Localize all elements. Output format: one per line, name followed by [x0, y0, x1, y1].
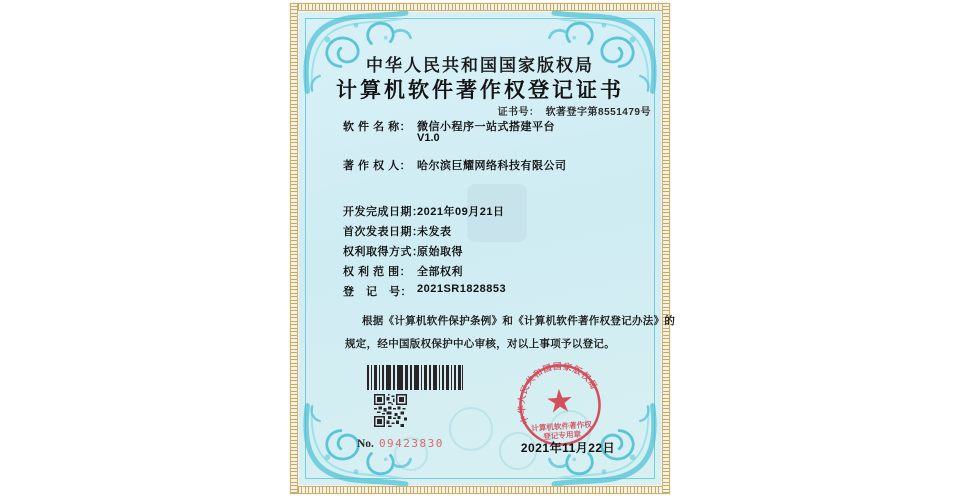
- issue-date: 2021年11月22日: [520, 441, 616, 455]
- certificate-number-value: 软著登字第8551479号: [545, 107, 651, 118]
- seal-ring-text: 中华人民共和国国家版权局: [516, 360, 600, 426]
- serial-number-label: No.: [357, 438, 374, 450]
- watermark-ring: [449, 407, 493, 451]
- seal-caption-line-1: 计算机软件著作权: [530, 419, 593, 434]
- statement-line-2: 规定，经中国版权保护中心审核，对以上事项予以登记。: [345, 338, 615, 350]
- statement-line-1: 根据《计算机软件保护条例》和《计算机软件著作权登记办法》的: [362, 315, 676, 327]
- field-label: 首次发表日期：: [343, 226, 424, 238]
- gold-border-bottom: [290, 486, 670, 494]
- field-value: 2021SR1828853: [417, 283, 507, 295]
- field-label: 权利取得方式：: [343, 246, 424, 258]
- barcode: [367, 365, 463, 390]
- field-label: 开发完成日期：: [343, 206, 424, 218]
- certificate-sheet: [289, 2, 676, 495]
- field-value: 2021年09月21日: [417, 206, 505, 218]
- certificate-number-label: 证书号：: [497, 107, 540, 118]
- field-value: 全部权利: [417, 266, 463, 278]
- serial-number-value: 09423830: [378, 437, 444, 450]
- certificate-number-row: [498, 103, 651, 118]
- qr-code: [374, 394, 407, 427]
- field-value: 原始取得: [417, 246, 463, 258]
- serial-number-row: [357, 437, 444, 450]
- official-seal: [514, 359, 606, 451]
- field-value: 哈尔滨巨耀网络科技有限公司: [417, 160, 567, 172]
- gold-border-top: [290, 3, 670, 11]
- field-label: 权 利 范 围：: [343, 266, 412, 278]
- issuing-authority: 中华人民共和国国家版权局: [366, 56, 594, 75]
- field-label: 登 记 号：: [343, 286, 412, 298]
- star-icon: ★: [544, 382, 576, 420]
- seal-caption-line-2: 登记专用章: [542, 429, 582, 442]
- field-label: 著 作 权 人：: [343, 160, 412, 172]
- field-label: 软 件 名 称：: [343, 121, 412, 133]
- field-value: 未发表: [417, 226, 452, 238]
- software-version: V1.0: [417, 132, 440, 144]
- field-value: 微信小程序一站式搭建平台: [417, 121, 555, 133]
- certificate-title: 计算机软件著作权登记证书: [336, 78, 624, 102]
